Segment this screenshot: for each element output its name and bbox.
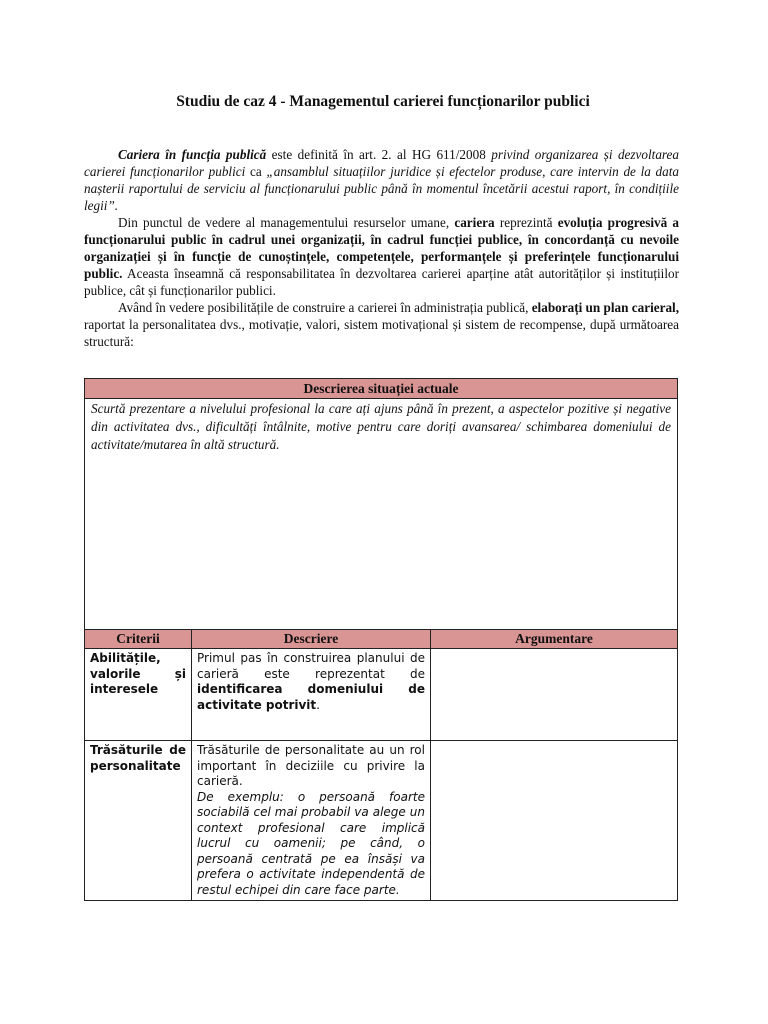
intro-paragraph-3: Având în vedere posibilitățile de construire a carierei în administrația publică, elaborați un plan carieral, raportat la personalitatea dvs., motivație, valori, sistem motivațional și sistem de recompense, după următoarea structură: bbox=[84, 300, 679, 349]
criterion-cell: Trăsăturile de personalitate bbox=[85, 741, 192, 901]
criteria-header-row bbox=[85, 630, 678, 649]
description-cell: Trăsăturile de personalitate au un rol important în deciziile cu privire la carieră. De exemplu: o persoană foarte sociabilă cel mai probabil va alege un context profesional care implică lucrul cu oamenii; pe când, o persoană centrată pe ea însăși va prefera o activitate independentă de restul echipei din care face parte. bbox=[192, 741, 431, 901]
table-row bbox=[85, 649, 678, 741]
intro-paragraph-2: Din punctul de vedere al managementului resurselor umane, cariera reprezintă evoluția progresivă a funcționarului public în cadrul unei organizații, în cadrul funcției publice, în concordanță cu nevoile organizației și în funcție de cunoștințele, competențele, performanțele și preferințele funcționarului public. Aceasta înseamnă că responsabilitatea în dezvoltarea carierei aparține atât autorităților și instituțiilor publice, cât și funcționarilor publici. bbox=[84, 215, 679, 298]
current-situation-box bbox=[84, 378, 678, 630]
header-criterii: Criterii bbox=[85, 630, 192, 649]
argument-cell[interactable] bbox=[431, 741, 678, 901]
criteria-table bbox=[84, 629, 678, 901]
document-title: Studiu de caz 4 - Managementul carierei funcționarilor publici bbox=[176, 93, 590, 110]
intro-paragraph-1: Cariera în funcția publică este definită în art. 2. al HG 611/2008 privind organizarea și dezvoltarea carierei funcționarilor publici ca „ansamblul situațiilor juridice și efectelor produse, care intervin de la data nașterii raportului de serviciu al funcționarului public până în momentul încetării acestui raport, în condițiile legii”. bbox=[84, 147, 680, 213]
current-situation-header: Descrierea situației actuale bbox=[85, 379, 677, 399]
career-term: Cariera în funcția publică bbox=[118, 147, 267, 162]
current-situation-prompt: Scurtă prezentare a nivelului profesional la care ați ajuns până în prezent, a aspectelor pozitive și negative din activitatea dvs., dificultăți întâlnite, motive pentru care doriți avansarea/ schimbarea domeniului de activitate/mutarea în altă structură. bbox=[91, 401, 671, 452]
description-cell: Primul pas în construirea planului de carieră este reprezentat de identificarea domeniului de activitate potrivit. bbox=[192, 649, 431, 741]
header-descriere: Descriere bbox=[192, 630, 431, 649]
intro-section bbox=[84, 146, 679, 350]
argument-cell[interactable] bbox=[431, 649, 678, 741]
header-argumentare: Argumentare bbox=[431, 630, 678, 649]
legal-definition-quote: „ansamblul situațiilor juridice și efectelor produse, care intervin de la data nașterii raportului de serviciu al funcționarului public până în momentul încetării acestui raport, în condițiile legii”. bbox=[84, 164, 680, 213]
example-text: De exemplu: o persoană foarte sociabilă cel mai probabil va alege un context profesional care implică lucrul cu oamenii; pe când, o persoană centrată pe ea însăși va prefera o activitate independentă de restul echipei din care face parte. bbox=[197, 789, 425, 897]
criterion-cell: Abilitățile, valorile și interesele bbox=[85, 649, 192, 741]
table-row bbox=[85, 741, 678, 901]
